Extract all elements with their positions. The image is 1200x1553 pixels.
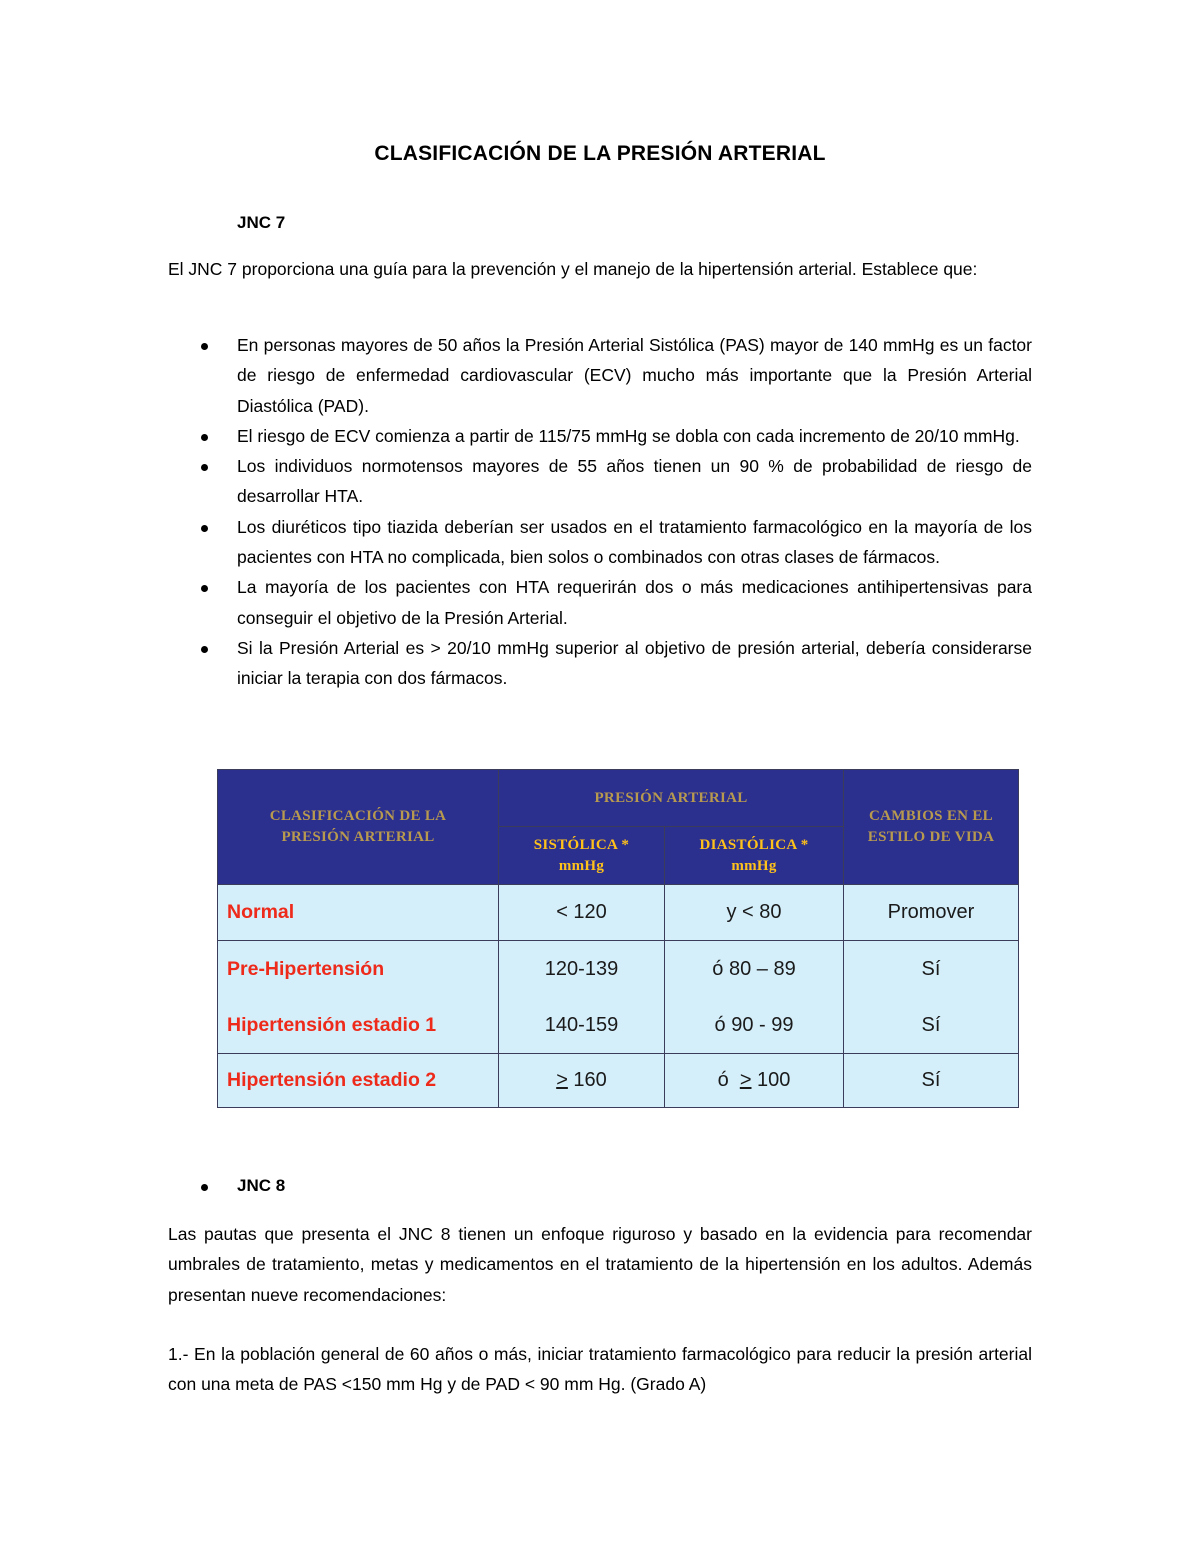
bullet-text: Si la Presión Arterial es > 20/10 mmHg superior al objetivo de presión arterial, debería considerarse iniciar la terapia con dos fármacos. — [237, 637, 1032, 689]
list-item — [168, 572, 1032, 633]
list-item — [168, 451, 1032, 512]
bullet-icon — [201, 464, 208, 471]
table-row — [218, 885, 1019, 941]
row-systolic: 120-139 — [499, 941, 665, 999]
header-classification: CLASIFICACIÓN DE LA PRESIÓN ARTERIAL — [218, 770, 499, 885]
bullet-icon — [201, 646, 208, 653]
jnc7-heading: JNC 7 — [237, 213, 286, 232]
jnc8-heading: JNC 8 — [237, 1176, 286, 1195]
header-lifestyle: CAMBIOS EN EL ESTILO DE VIDA — [844, 770, 1019, 885]
bullet-icon — [201, 585, 208, 592]
header-systolic: SISTÓLICA * mmHg — [499, 827, 665, 885]
jnc7-intro-paragraph: El JNC 7 proporciona una guía para la prevención y el manejo de la hipertensión arterial. Establece que: — [168, 259, 978, 279]
diastolic-value: 100 — [751, 1069, 791, 1091]
bullet-text: Los diuréticos tipo tiazida deberían ser usados en el tratamiento farmacológico en la mayoría de los pacientes con HTA no complicada, bien solos o combinados con otras clases de fármacos. — [237, 516, 1032, 568]
row-lifestyle: Sí — [844, 999, 1019, 1054]
row-systolic — [499, 1054, 665, 1108]
header-diastolic: DIASTÓLICA * mmHg — [665, 827, 844, 885]
row-diastolic: ó 80 – 89 — [665, 941, 844, 999]
jnc8-recommendation-1: 1.- En la población general de 60 años o más, iniciar tratamiento farmacológico para reducir la presión arterial con una meta de PAS <150 mm Hg y de PAD < 90 mm Hg. (Grado A) — [168, 1344, 1032, 1395]
bullet-text: Los individuos normotensos mayores de 55 años tienen un 90 % de probabilidad de riesgo de desarrollar HTA. — [237, 456, 1032, 507]
row-lifestyle: Sí — [844, 941, 1019, 999]
row-category: Hipertensión estadio 2 — [218, 1054, 499, 1108]
row-category: Hipertensión estadio 1 — [218, 999, 499, 1054]
row-category: Pre-Hipertensión — [218, 941, 499, 999]
bullet-text: El riesgo de ECV comienza a partir de 115/75 mmHg se dobla con cada incremento de 20/10 mmHg. — [237, 425, 1020, 446]
jnc7-bullet-list — [168, 330, 1032, 694]
list-item — [168, 330, 1032, 421]
row-systolic: 140-159 — [499, 999, 665, 1054]
row-category: Normal — [218, 885, 499, 941]
list-item — [168, 633, 1032, 694]
row-lifestyle: Sí — [844, 1054, 1019, 1108]
row-diastolic: y < 80 — [665, 885, 844, 941]
row-diastolic: ó 90 - 99 — [665, 999, 844, 1054]
table-row — [218, 999, 1019, 1054]
bullet-text: En personas mayores de 50 años la Presión Arterial Sistólica (PAS) mayor de 140 mmHg es un factor de riesgo de enfermedad cardiovascular (ECV) mucho más importante que la Presión Arterial Diastólica (PAD). — [237, 335, 1032, 416]
geq-symbol: > — [556, 1069, 568, 1091]
bullet-text: La mayoría de los pacientes con HTA requerirán dos o más medicaciones antihipertensivas para conseguir el objetivo de la Presión Arterial. — [237, 577, 1032, 628]
row-systolic: < 120 — [499, 885, 665, 941]
bullet-icon — [201, 434, 208, 441]
table-row — [218, 941, 1019, 999]
systolic-value: 160 — [567, 1069, 607, 1091]
row-diastolic — [665, 1054, 844, 1108]
header-pressure: PRESIÓN ARTERIAL — [499, 770, 844, 827]
document-title: CLASIFICACIÓN DE LA PRESIÓN ARTERIAL — [374, 142, 826, 165]
list-item — [168, 421, 1032, 451]
bullet-icon — [201, 525, 208, 532]
blood-pressure-classification-table — [217, 769, 1019, 1108]
bullet-icon — [201, 343, 208, 350]
diastolic-prefix: ó — [717, 1069, 740, 1091]
row-lifestyle: Promover — [844, 885, 1019, 941]
geq-symbol: > — [739, 1069, 752, 1091]
list-item — [168, 512, 1032, 573]
jnc8-intro-paragraph: Las pautas que presenta el JNC 8 tienen un enfoque riguroso y basado en la evidencia para recomendar umbrales de tratamiento, metas y medicamentos en el tratamiento de la hipertensión en los adultos. Además presentan nueve recomendaciones: — [168, 1224, 1032, 1305]
bullet-icon — [201, 1184, 208, 1191]
table-row — [218, 1054, 1019, 1108]
